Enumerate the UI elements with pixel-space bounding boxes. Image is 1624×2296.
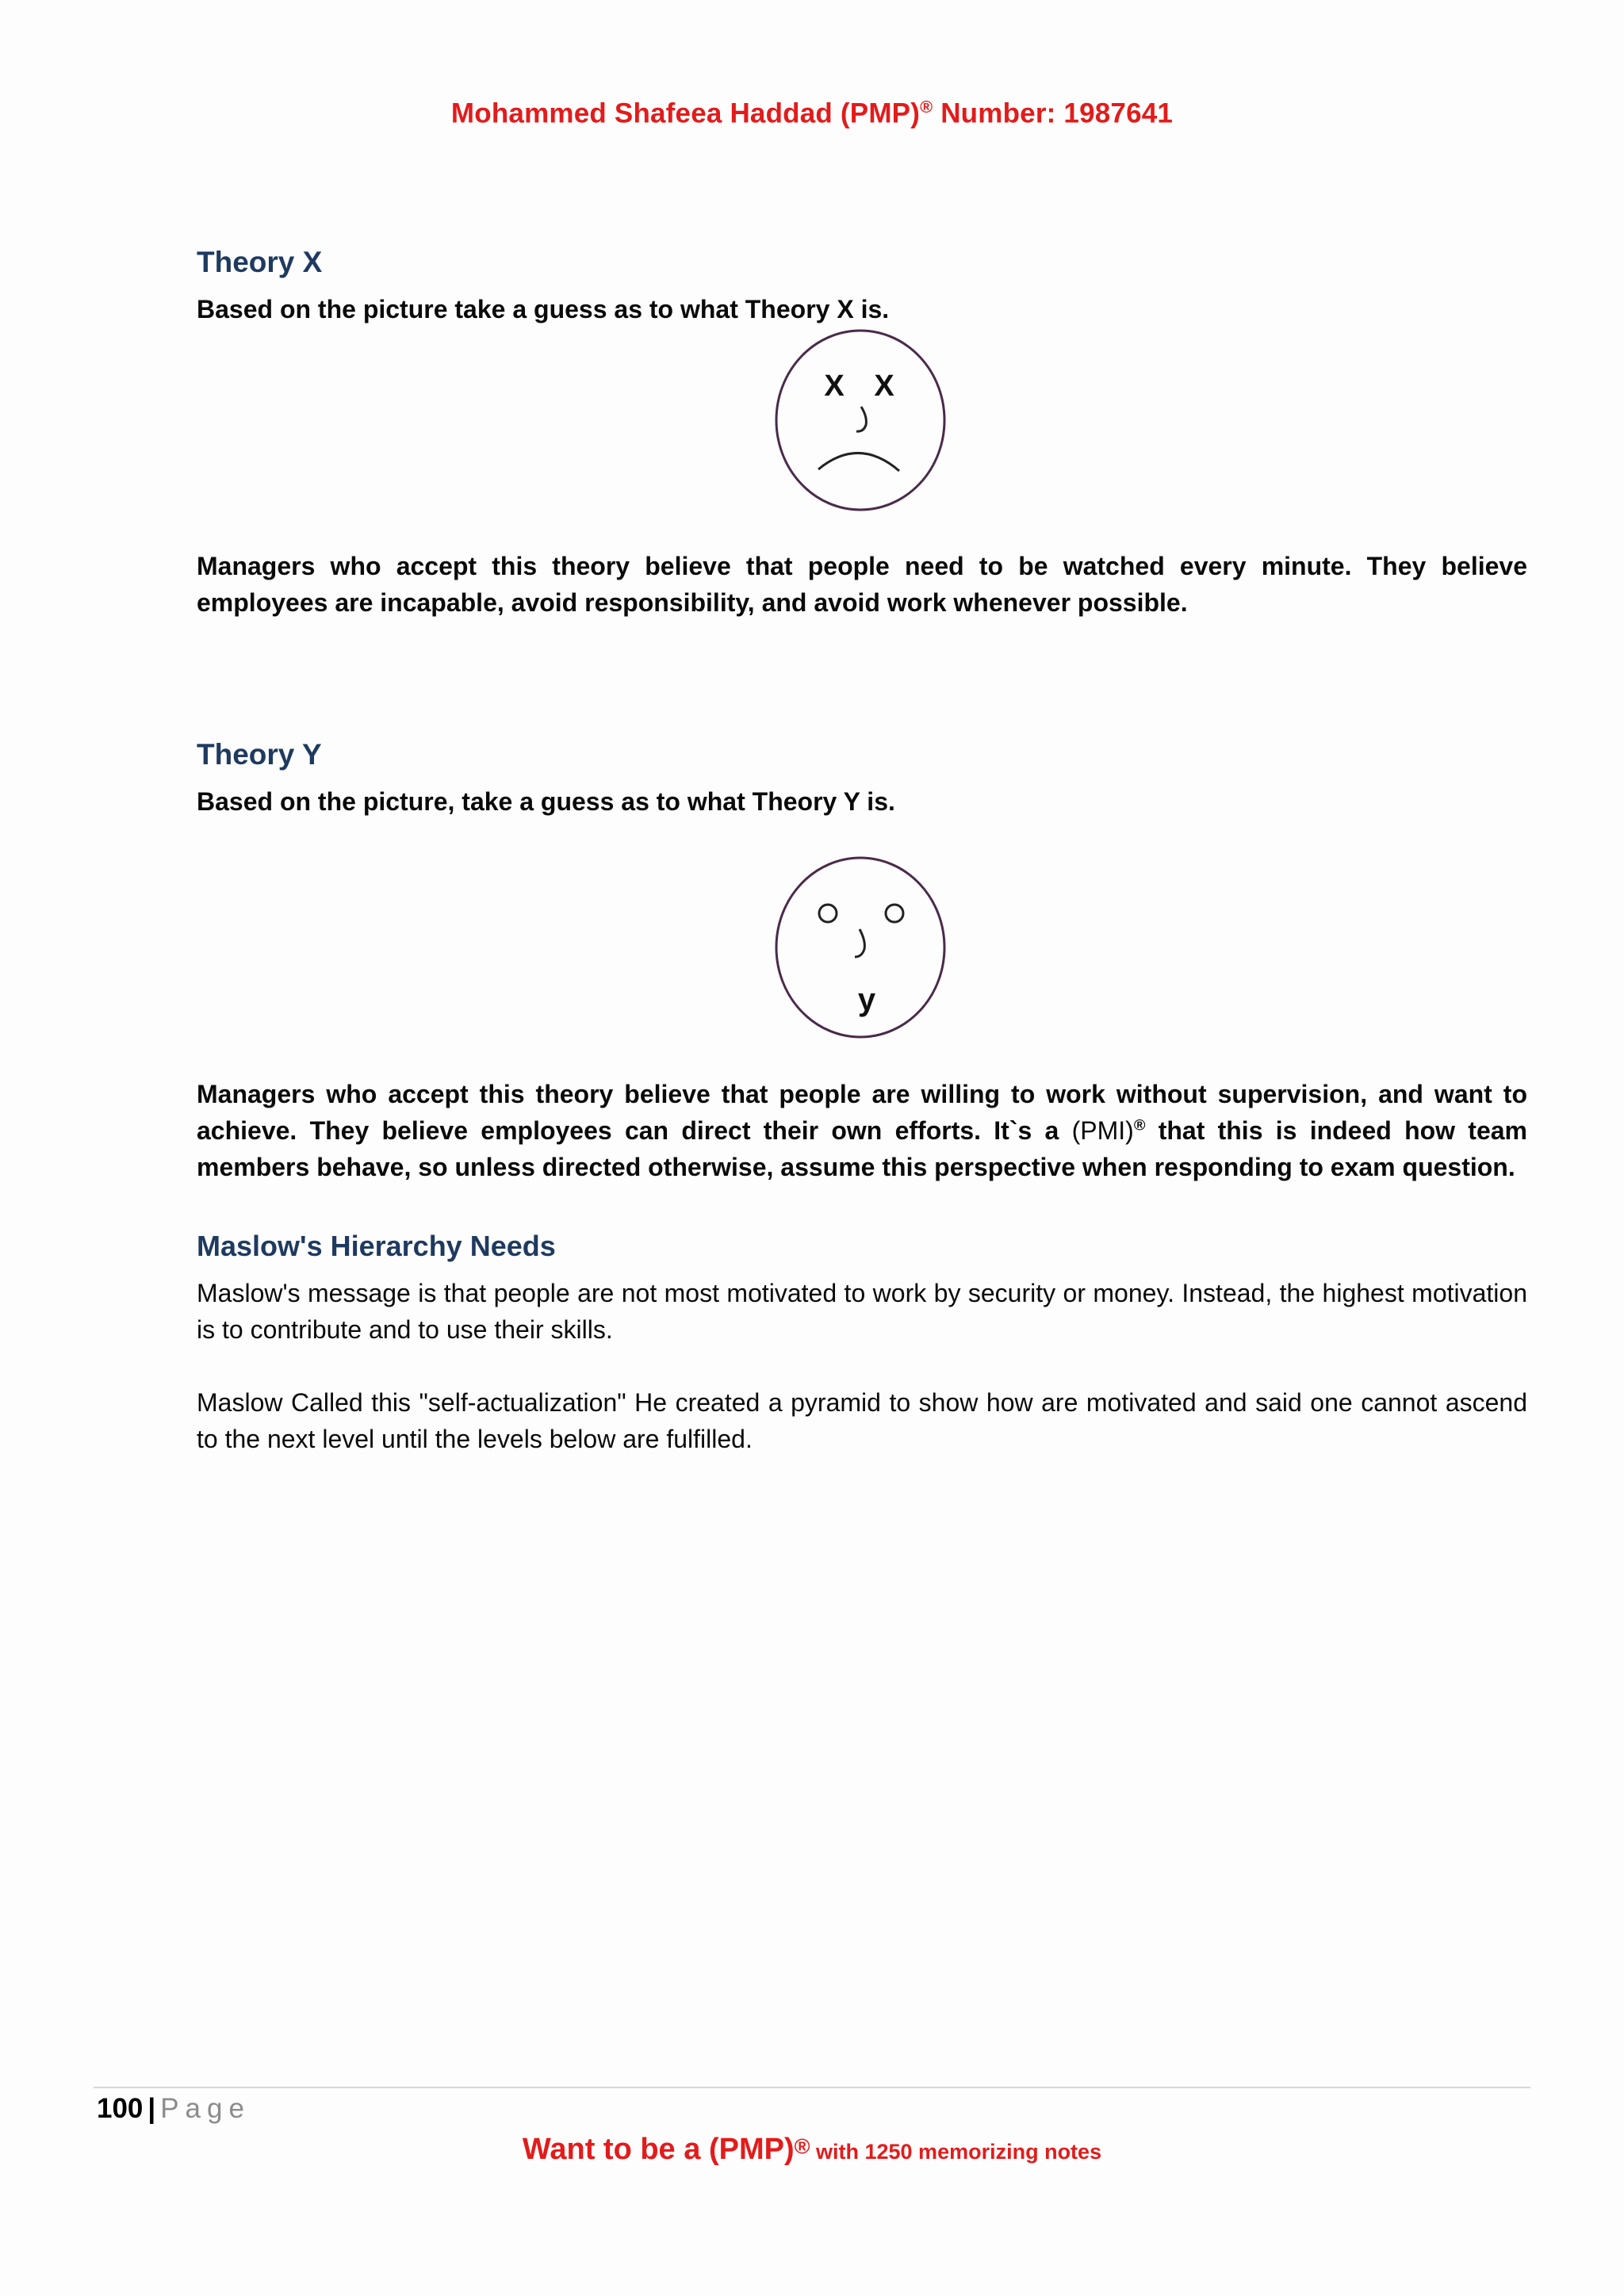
theory-y-heading: Theory Y <box>197 738 322 771</box>
pmi-reference: (PMI) <box>1071 1116 1134 1145</box>
page-number-separator: | <box>147 2093 156 2124</box>
footer-tagline <box>0 2133 1624 2167</box>
face-label: y <box>857 982 876 1017</box>
header-author: Mohammed Shafeea Haddad (PMP) <box>450 98 921 129</box>
face-eye-right: X <box>874 369 894 403</box>
maslow-paragraph-2: Maslow Called this "self-actualization" He created a pyramid to show how are motivated and said one cannot ascend to the next level until the levels below are fulfilled. <box>197 1388 1527 1453</box>
theory-y-desc-part1: Managers who accept this theory believe that people are willing to work without supervision, and want to achieve. They believe employees can direct their own efforts. It`s a <box>197 1080 1527 1145</box>
header-number: Number: 1987641 <box>933 98 1174 129</box>
footer-divider <box>94 2087 1530 2088</box>
header-registered-mark: ® <box>920 97 933 117</box>
tagline-main: Want to be a (PMP) <box>522 2133 795 2166</box>
maslow-paragraph-1: Maslow's message is that people are not most motivated to work by security or money. Instead, the highest motivation is to contribute and to use their skills. <box>197 1279 1527 1344</box>
tagline-small: with 1250 memorizing notes <box>810 2140 1102 2164</box>
theory-y-prompt: Based on the picture, take a guess as to what Theory Y is. <box>197 787 895 816</box>
theory-y-description <box>197 1076 1527 1185</box>
tagline-registered-mark: ® <box>794 2134 810 2159</box>
page-number-value: 100 <box>97 2093 144 2124</box>
theory-x-heading: Theory X <box>197 246 323 278</box>
theory-y-desc-part2: that this is indeed how team members behave, so unless directed otherwise, assume this perspective when responding to exam question. <box>197 1116 1528 1181</box>
maslow-heading: Maslow's Hierarchy Needs <box>197 1230 556 1262</box>
page-header <box>0 97 1624 130</box>
theory-x-prompt: Based on the picture take a guess as to what Theory X is. <box>197 295 890 323</box>
frown-face-icon <box>771 325 950 515</box>
page-label: Page <box>160 2093 251 2124</box>
face-eye-left: X <box>824 369 845 403</box>
page-number <box>97 2093 251 2125</box>
neutral-face-icon <box>771 854 950 1044</box>
pmi-registered-mark: ® <box>1133 1116 1146 1135</box>
theory-x-description: Managers who accept this theory believe that people need to be watched every minute. They believe employees are incapable, avoid responsibility, and avoid work whenever possible. <box>197 552 1527 617</box>
